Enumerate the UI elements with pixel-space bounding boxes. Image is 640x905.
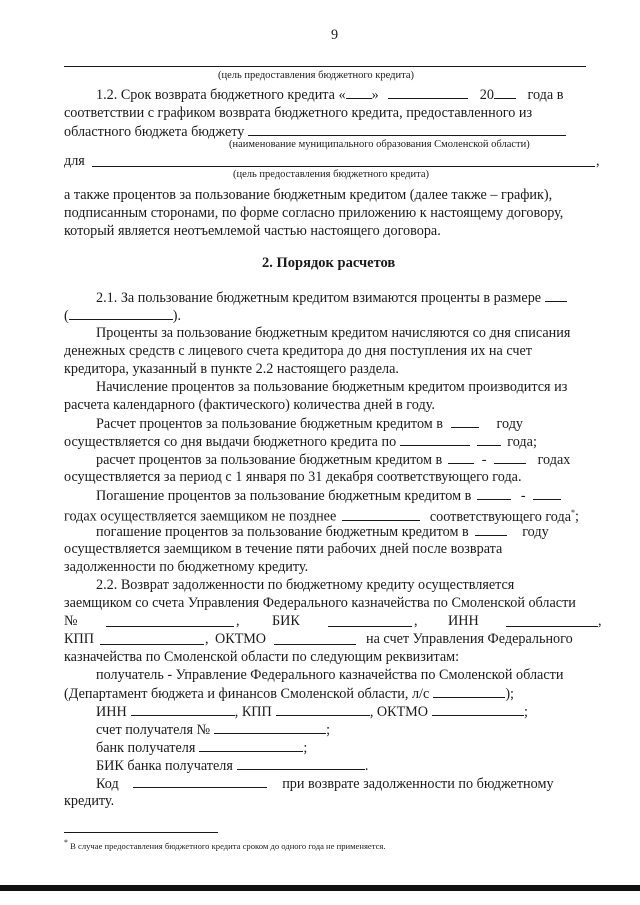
clause-2-1-line1: 2.1. За пользование бюджетным кредитом взимаются проценты в размере bbox=[96, 289, 567, 306]
clause-1-2-line6: который является неотъемлемой частью настоящего договора. bbox=[64, 223, 441, 239]
recipient-ids: ИНН , КПП , ОКТМО ; bbox=[96, 704, 528, 720]
for-label: для bbox=[64, 153, 85, 169]
section-2-heading: 2. Порядок расчетов bbox=[262, 255, 396, 271]
para-a-line1: Проценты за пользование бюджетным кредитом начисляются со дня списания bbox=[96, 325, 571, 341]
recipient-line2: (Департамент бюджета и финансов Смоленской области, л/с ); bbox=[64, 686, 514, 702]
footnote-separator bbox=[64, 832, 218, 833]
inn-label: ИНН bbox=[448, 613, 479, 629]
kpp-label: КПП bbox=[64, 631, 94, 647]
para-f-line1: погашение процентов за пользование бюджетным кредитом в году bbox=[96, 524, 549, 540]
caption-municipality: (наименование муниципального образования Смоленской области) bbox=[229, 139, 530, 150]
for-comma: , bbox=[596, 153, 600, 169]
para-c-line1: Расчет процентов за пользование бюджетным кредитом в году bbox=[96, 416, 524, 432]
comma-3: , bbox=[598, 613, 602, 629]
comma-4: , bbox=[205, 631, 209, 647]
account-number-label: № bbox=[64, 613, 78, 629]
clause-1-2-line1: 1.2. Срок возврата бюджетного кредита « » 20 года в bbox=[96, 87, 564, 103]
footnote-ref: * bbox=[571, 508, 576, 517]
para-b-line2: расчета календарного (фактического) количества дней в году. bbox=[64, 397, 435, 413]
oktmo-blank bbox=[274, 644, 356, 645]
clause-2-1-line2: ( ). bbox=[64, 308, 182, 324]
para-d-line2: осуществляется за период с 1 января по 31 декабря соответствующего года. bbox=[64, 469, 522, 485]
inn-blank bbox=[506, 626, 598, 627]
recipient-bank-bik: БИК банка получателя . bbox=[96, 758, 369, 774]
para-d-line1: расчет процентов за пользование бюджетным кредитом в - годах bbox=[96, 452, 571, 468]
purpose-blank-line bbox=[64, 66, 586, 67]
para-a-line3: кредитора, указанный в пункте 2.2 настоящего раздела. bbox=[64, 361, 399, 377]
caption-purpose-2: (цель предоставления бюджетного кредита) bbox=[233, 169, 429, 180]
para-e-line2: годах осуществляется заемщиком не позднее соответствующего года*; bbox=[64, 508, 579, 525]
account-number-blank bbox=[106, 626, 234, 627]
clause-2-2-line2: заемщиком со счета Управления Федерального казначейства по Смоленской области bbox=[64, 595, 576, 611]
footnote: * В случае предоставления бюджетного кредита сроком до одного года не применяется. bbox=[64, 838, 386, 851]
para-f-line3: задолженности по бюджетному кредиту. bbox=[64, 559, 309, 575]
recipient-bank: банк получателя ; bbox=[96, 740, 308, 756]
clause-1-2-line4: а также процентов за пользование бюджетным кредитом (далее также – график), bbox=[64, 187, 553, 203]
comma-2: , bbox=[414, 613, 418, 629]
para-f-line2: осуществляется заемщиком в течение пяти рабочих дней после возврата bbox=[64, 541, 503, 557]
recipient-account: счет получателя № ; bbox=[96, 722, 331, 738]
clause-1-2-line2: соответствии с графиком возврата бюджетного кредита, предоставленного из bbox=[64, 105, 533, 121]
page-number: 9 bbox=[331, 27, 339, 43]
for-blank-line bbox=[92, 166, 595, 167]
comma-1: , bbox=[236, 613, 240, 629]
clause-2-2-line4: на счет Управления Федерального bbox=[366, 631, 573, 647]
para-b-line1: Начисление процентов за пользование бюджетным кредитом производится из bbox=[96, 379, 568, 395]
para-e-line1: Погашение процентов за пользование бюджетным кредитом в - bbox=[96, 487, 561, 504]
bik-label: БИК bbox=[272, 613, 300, 629]
clause-2-2-line5: казначейства по Смоленской области по следующим реквизитам: bbox=[64, 649, 460, 665]
clause-1-2-line5: подписанным сторонами, по форме согласно приложению к настоящему договору, bbox=[64, 205, 564, 221]
code-line1: Код при возврате задолженности по бюджетному bbox=[96, 776, 554, 792]
recipient-line1: получатель - Управление Федерального казначейства по Смоленской области bbox=[96, 667, 564, 683]
bik-blank bbox=[328, 626, 412, 627]
caption-purpose: (цель предоставления бюджетного кредита) bbox=[218, 70, 414, 81]
clause-1-2-line3: областного бюджета бюджету bbox=[64, 123, 566, 140]
para-a-line2: денежных средств с лицевого счета кредитора до дня поступления их на счет bbox=[64, 343, 532, 359]
oktmo-label: ОКТМО bbox=[215, 631, 267, 647]
clause-2-2-line1: 2.2. Возврат задолженности по бюджетному кредиту осуществляется bbox=[96, 577, 515, 593]
scan-bottom-edge bbox=[0, 885, 640, 891]
kpp-blank bbox=[100, 644, 204, 645]
para-c-line2: осуществляется со дня выдачи бюджетного кредита по года; bbox=[64, 434, 537, 450]
code-line2: кредиту. bbox=[64, 793, 115, 809]
